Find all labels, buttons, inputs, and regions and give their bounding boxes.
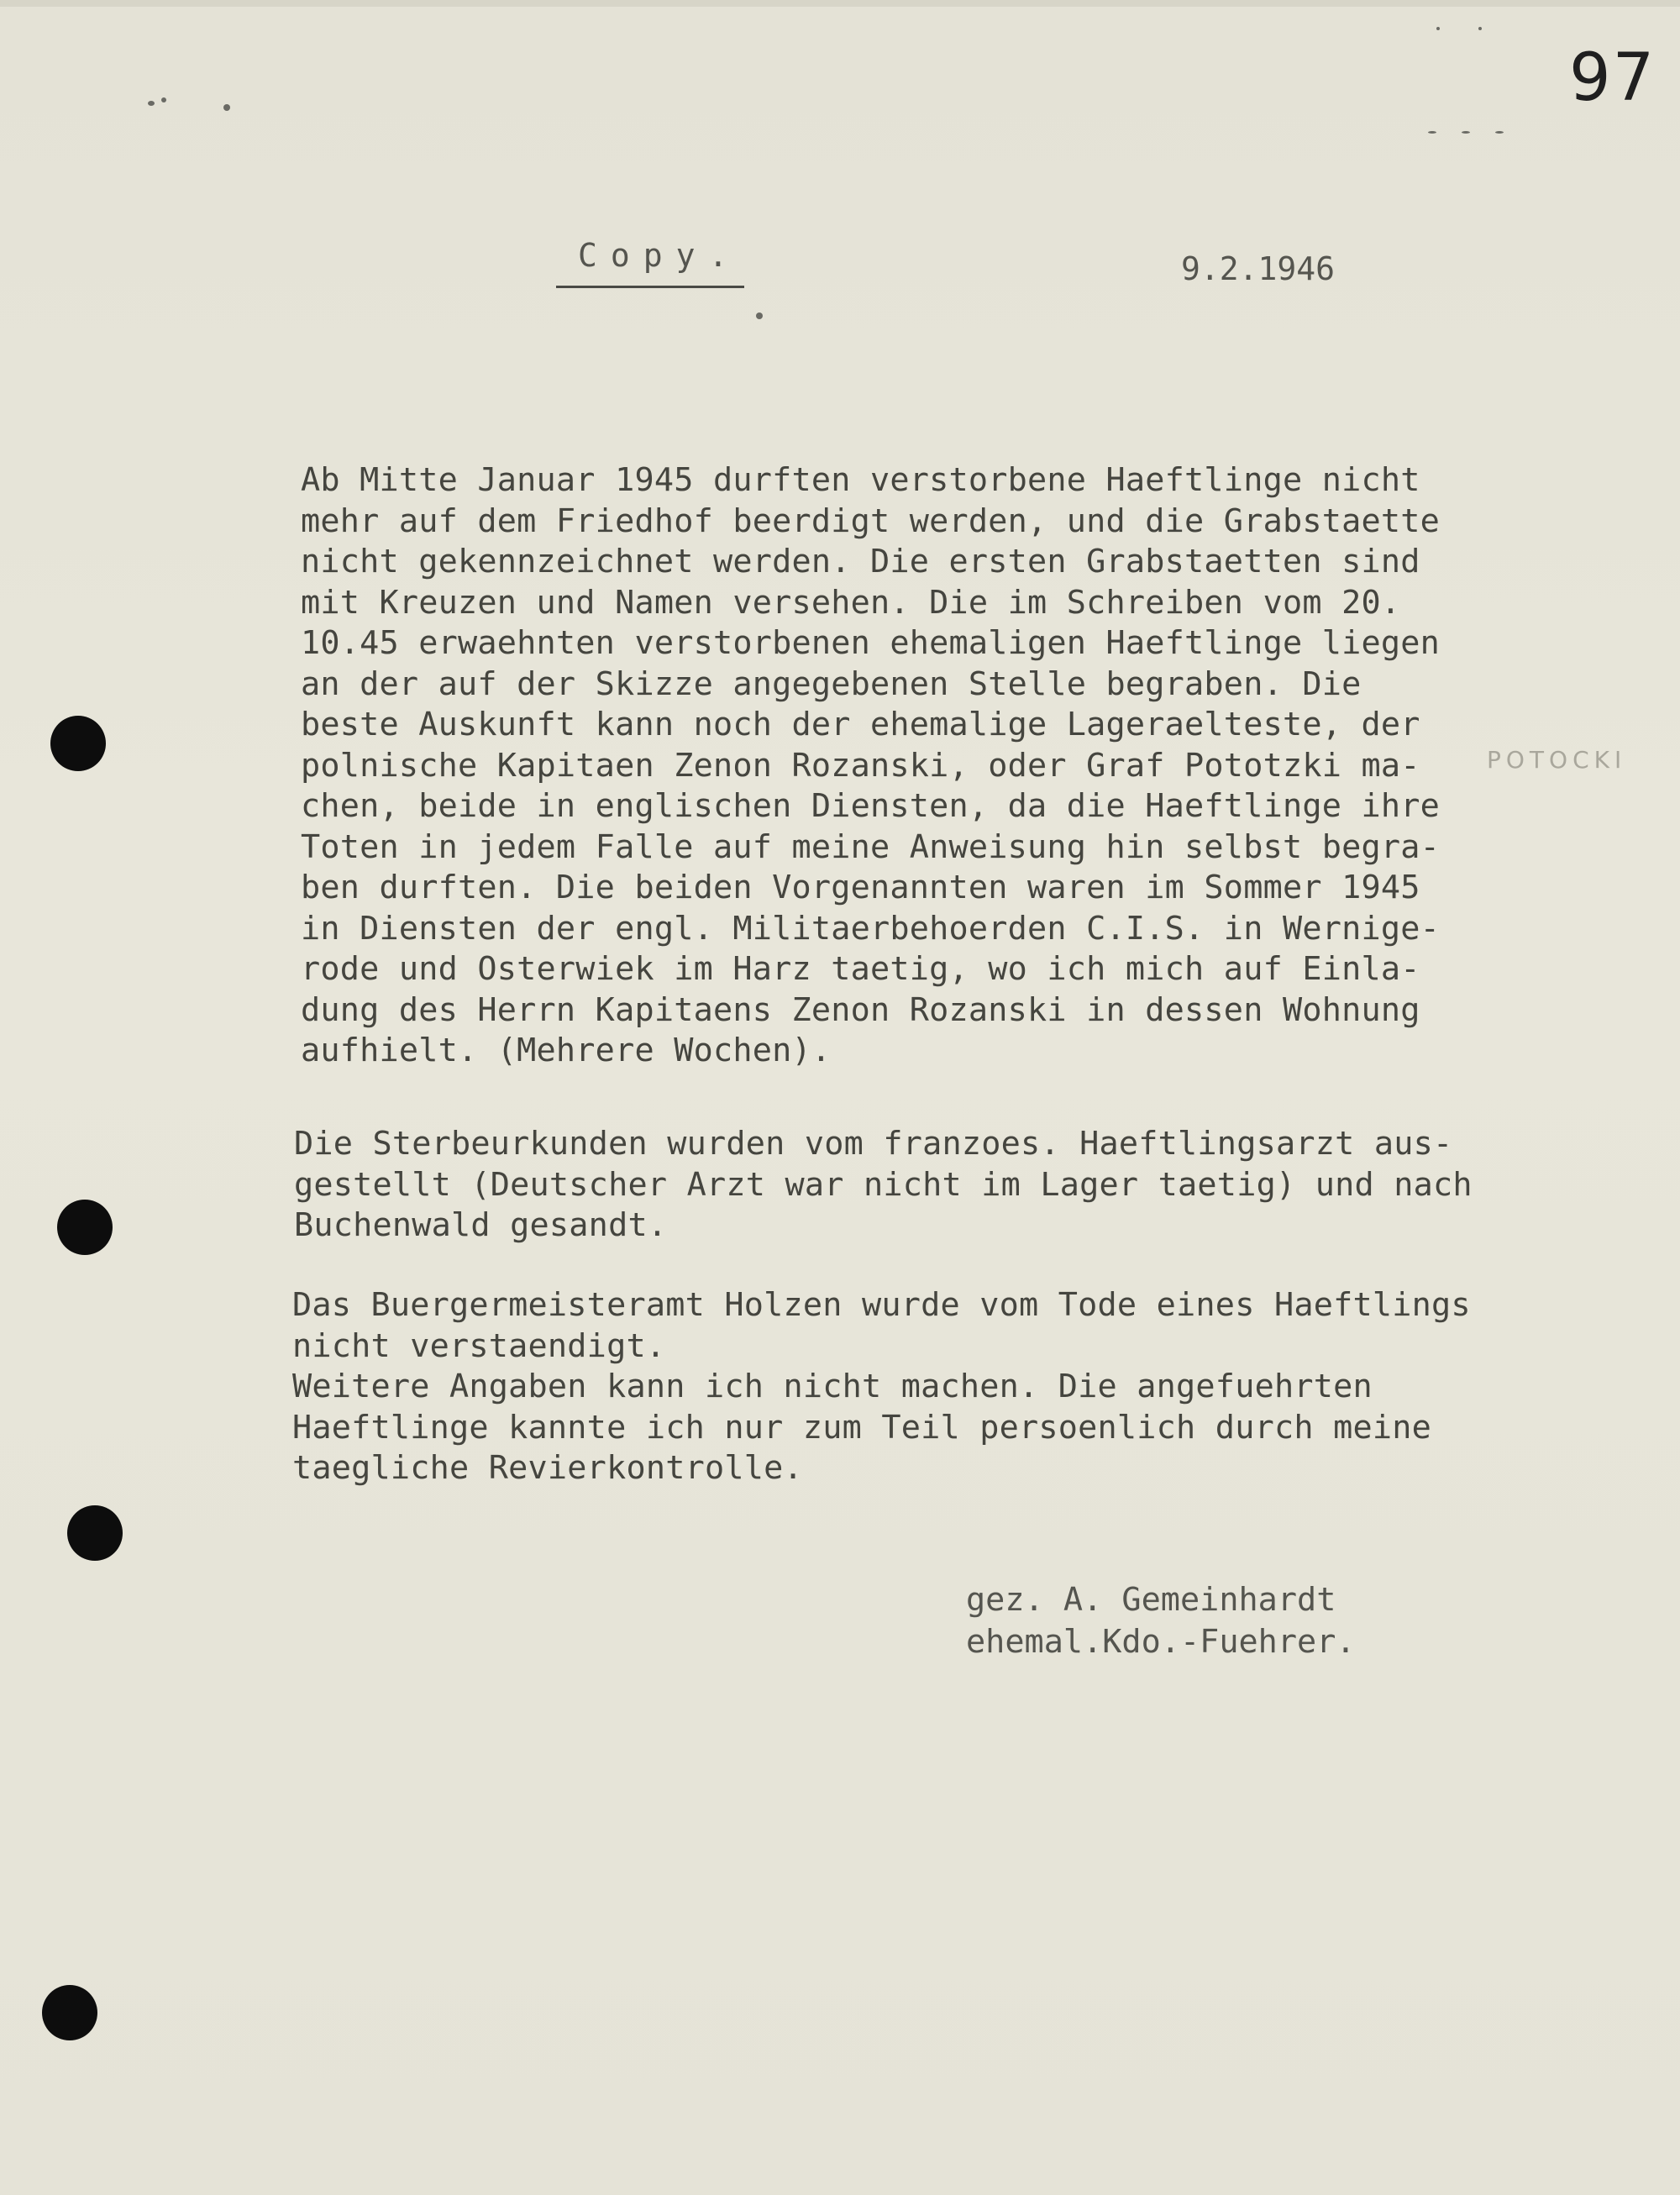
page-top-edge <box>0 0 1680 7</box>
ink-speck <box>1462 131 1470 134</box>
ink-speck <box>161 97 166 102</box>
ink-speck <box>1478 27 1482 30</box>
body-paragraph-3: Das Buergermeisteramt Holzen wurde vom Tode eines Haeftlings nicht verstaendigt. Weitere Angaben kann ich nicht machen. Die angefuehrten Haeftlinge kannte ich nur zum Teil persoenlich durch meine taegliche Revierkontrolle. <box>292 1286 1471 1487</box>
punch-hole-4 <box>42 1985 97 2040</box>
ink-speck <box>756 312 763 319</box>
punch-hole-3 <box>67 1505 123 1561</box>
signature-title: ehemal.Kdo.-Fuehrer. <box>966 1623 1356 1661</box>
margin-note-handwritten: POTOCKI <box>1487 746 1627 774</box>
body-paragraph-1: Ab Mitte Januar 1945 durften verstorbene Haeftlinge nicht mehr auf dem Friedhof beerdigt werden, und die Grabstaette nicht gekennzeichnet werden. Die ersten Grabstaetten sind mit Kreuzen und Namen versehen. Die im Schreiben vom 20. 10.45 erwaehnten verstorbenen ehemaligen Haeftlinge liegen an der auf der Skizze angegebenen Stelle begraben. Die beste Auskunft kann noch der ehemalige Lageraelteste, der polnische Kapitaen Zenon Rozanski, oder Graf Pototzki ma- chen, beide in englischen Diensten, da die Haeftlinge ihre Toten in jedem Falle auf meine Anweisung hin selbst begra- ben durften. Die beiden Vorgenannten waren im Sommer 1945 in Diensten der engl. Militaerbehoerden C.I.S. in Wernige- rode und Osterwiek im Harz taetig, wo ich mich auf Einla- dung des Herrn Kapitaens Zenon Rozanski in dessen Wohnung aufhielt. (Mehrere Wochen). <box>301 461 1440 1069</box>
copy-label: Copy. <box>578 237 742 274</box>
ink-speck <box>223 104 230 111</box>
punch-hole-1 <box>50 716 106 771</box>
body-paragraph-2: Die Sterbeurkunden wurden vom franzoes. Haeftlingsarzt aus- gestellt (Deutscher Arzt war nicht im Lager taetig) und nach Buchenwald gesandt. <box>294 1125 1473 1244</box>
signature-name: gez. A. Gemeinhardt <box>966 1581 1336 1619</box>
ink-speck <box>1436 27 1440 30</box>
page-number: 97 <box>1569 40 1656 116</box>
document-date: 9.2.1946 <box>1181 250 1336 287</box>
copy-underline <box>556 286 744 288</box>
punch-hole-2 <box>57 1200 113 1255</box>
ink-speck <box>1428 131 1436 134</box>
ink-speck <box>148 101 155 106</box>
ink-speck <box>1495 131 1504 134</box>
signature-block <box>966 1579 1356 1663</box>
